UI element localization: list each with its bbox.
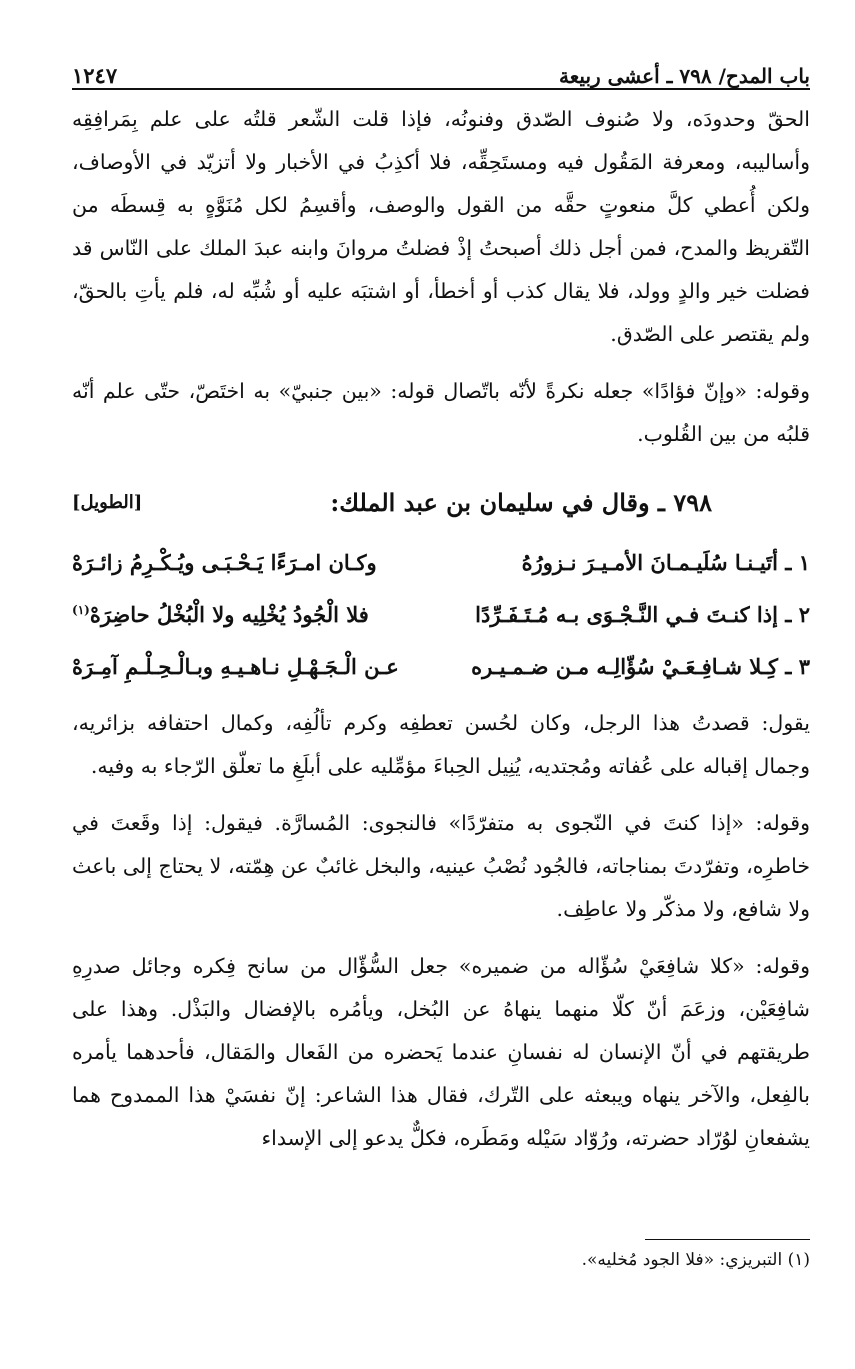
verse-line <box>72 588 810 640</box>
text-line: وقوله: «كلا شافِعَيْ سُؤّاله من ضميره» جعل السُّؤّال من سانح فِكره وجائل <box>131 954 810 978</box>
verse-first-hemistich: ١ ـ أتَيـنـا سُلَيـمـانَ الأمـيـرَ نـزورُهُ <box>521 549 810 575</box>
text-line: في خاطرِه، وتفرّدتَ بمناجاته، فالجُود نُصْبُ عينيه، والبخل غائبٌ عن هِمّته، لا <box>72 811 811 878</box>
verse-line <box>72 536 810 588</box>
verse-list <box>72 536 810 692</box>
page-header <box>72 48 810 90</box>
text-line: وقوله: «وإنّ فؤادًا» جعله نكرةً لأنّه باتّصال قوله: «بين جنبيّ» به اختَصّ، حتّى <box>144 379 810 403</box>
text-line: على طريقتهم في أنّ الإنسان له نفسانِ عندما يَحضره من الفَعال والمَقال، فأحدهما <box>72 997 810 1064</box>
verse-second-hemistich: عـن الْـجَـهْـلِ نـاهـيـهِ وبـالْـحِـلْـمِ آمِـرَهْ <box>72 653 399 679</box>
text-line: الحقّ وحدودَه، ولا صُنوف الصّدق وفنونُه، فإذا قلت الشّعر قلتُه على علم بِمَرافِقِه <box>72 107 810 131</box>
footnote-marker: (١) <box>72 602 90 617</box>
text-line: يقول: قصدتُ هذا الرجل، وكان لحُسن تعطفِه وكرم تألُفِه، وكمال احتفافه <box>146 711 810 735</box>
text-line: صدرِهِ شافِعَيْن، وزعَمَ أنّ كلّا منهما ينهاهُ عن البُخل، ويأمُره بالإفضال والبَذْل. وهذا <box>72 954 810 1021</box>
text-line: على النّاس قد فضلت خير والدٍ وولد، فلا يقال كذب أو أخطأ، أو اشتبَه عليه أو شُبِّه <box>72 236 810 303</box>
paragraph-commentary-2 <box>72 370 810 456</box>
text-line: الأوصاف، ولكن أُعطي كلَّ منعوتٍ حقَّه من القول والوصف، وأقسِمُ لكل مُنَوَّهٍ به <box>72 150 810 217</box>
footnote: (١) التبريزي: «فلا الجود مُخليه». <box>581 1250 810 1270</box>
paragraph-commentary-1 <box>72 98 810 356</box>
text-line: بزائريه، وجمال إقباله على عُفاته ومُجتديه، يُنِيل الحِباءَ مؤمِّليه على أبلَغِ ما تعلّق <box>72 711 810 778</box>
text-line: وأساليبه، ومعرفة المَقُول فيه ومستَحِقِّه، فلا أكذِبُ في الأخبار ولا أتزيّد في <box>160 150 810 174</box>
running-title: باب المدح/ ٧٩٨ ـ أعشى ربيعة <box>559 64 810 88</box>
text-line: له، فلم يأتِ بالحقّ، ولم يقتصر على الصّدق. <box>72 279 810 346</box>
text-line: علم أنّه قلبُه من بين القُلوب. <box>72 379 810 446</box>
poem-heading <box>72 474 810 530</box>
verse-first-hemistich: ٣ ـ كِـلا شـافِـعَـيْ سُؤّالِـه مـن ضـمـيـره <box>471 653 810 679</box>
verse-second-text: فلا الْجُودُ يُخْلِيه ولا الْبُخْلُ حاضِرَهْ <box>89 601 369 627</box>
verse-second-hemistich <box>72 602 412 627</box>
paragraph-commentary-4 <box>72 802 810 931</box>
text-line: يحتاج إلى باعث ولا شافع، ولا مذكّر ولا عاطِف. <box>72 854 810 921</box>
text-line: قِسطَه من التّقريظ والمدح، فمن أجل ذلك أصبحتُ إذْ فضلتُ مروانَ وابنه عبدَ الملك <box>72 193 810 260</box>
text-line: وقوله: «إذا كنتَ في النّجوى به متفرّدًا» فالنجوى: المُسارَّة. فيقول: إذا وقَعتَ <box>110 811 810 835</box>
footnote-divider <box>645 1239 810 1240</box>
book-page <box>72 48 810 1160</box>
paragraph-commentary-5 <box>72 945 810 1160</box>
verse-line <box>72 640 810 692</box>
text-line: يأمره بالفِعل، والآخر ينهاه ويبعثه على التّرك، فقال هذا الشاعر: إنّ نفسَيْ هذا <box>72 1040 810 1107</box>
verse-first-hemistich: ٢ ـ إذا كنـتَ فـي النَّـجْـوَى بـه مُـتَـفَـرِّدًا <box>475 601 810 627</box>
paragraph-commentary-3 <box>72 702 810 788</box>
page-number: ١٢٤٧ <box>72 63 118 88</box>
poem-title: ٧٩٨ ـ وقال في سليمان بن عبد الملك: <box>330 487 712 517</box>
text-line: الرّجاء به وفيه. <box>90 754 216 778</box>
poem-meter: [الطويل] <box>72 491 143 513</box>
verse-second-hemistich: وكـان امـرَءًا يَـحْـبَـى ويُـكْـرِمُ زائـرَهْ <box>72 549 377 575</box>
text-line: الممدوح هما يشفعانِ لوُرّاد حضرته، ورُوّاد سَيْله ومَطَره، فكلٌّ يدعو إلى الإسداء <box>72 1083 810 1150</box>
